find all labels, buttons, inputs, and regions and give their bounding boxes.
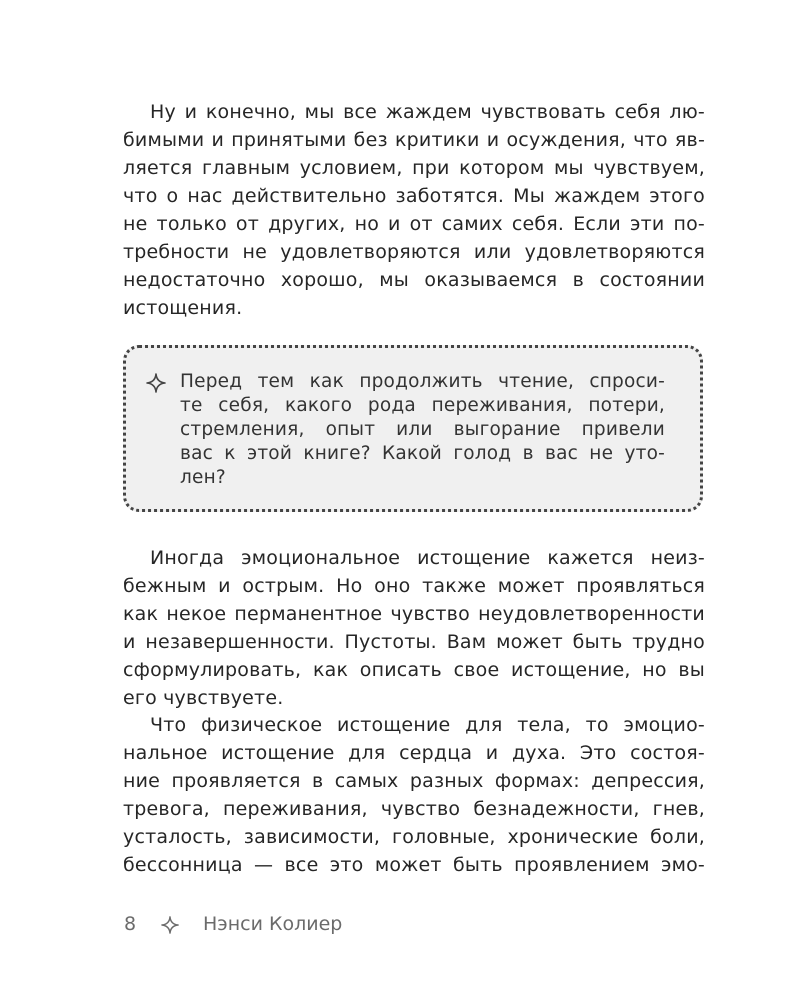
text-line: требности не удовлетворяются или удовлетворяются (123, 241, 705, 263)
text-line: ние проявляется в самых разных формах: депрессия, (123, 770, 705, 792)
text-line: что о нас действительно заботятся. Мы жаждем этого (123, 185, 705, 207)
text-line: тревога, переживания, чувство безнадежности, гнев, (123, 798, 705, 820)
callout-line: Перед тем как продолжить чтение, спроси- (180, 371, 665, 392)
page-number: 8 (124, 913, 137, 935)
callout-line: те себя, какого рода переживания, потери, (180, 395, 665, 416)
author-name: Нэнси Колиер (203, 913, 343, 935)
text-line: бимыми и принятыми без критики и осуждения, что яв- (123, 129, 705, 151)
text-line: бежным и острым. Но оно также может проявляться (123, 575, 705, 597)
text-line: недостаточно хорошо, мы оказываемся в состоянии (123, 269, 705, 291)
sparkle-icon (161, 916, 179, 934)
text-line: ляется главным условием, при котором мы чувствуем, (123, 157, 705, 179)
text-line: сформулировать, как описать свое истощение, но вы (123, 659, 705, 681)
text-line: как некое перманентное чувство неудовлетворенности (123, 603, 705, 625)
text-line: Иногда эмоциональное истощение кажется неиз- (150, 547, 705, 569)
callout-line: стремления, опыт или выгорание привели (180, 419, 665, 440)
sparkle-icon (146, 373, 166, 393)
callout-line: лен? (180, 467, 226, 488)
text-line: не только от других, но и от самих себя. Если эти по- (123, 213, 705, 235)
text-line: и незавершенности. Пустоты. Вам может быть трудно (123, 631, 705, 653)
text-line: Что физическое истощение для тела, то эмоцио- (150, 714, 705, 736)
text-line: нальное истощение для сердца и духа. Это состоя- (123, 742, 705, 764)
text-line: его чувствуете. (123, 687, 284, 709)
text-line: усталость, зависимости, головные, хронические боли, (123, 826, 705, 848)
text-line: истощения. (123, 297, 243, 319)
text-line: Ну и конечно, мы все жаждем чувствовать себя лю- (150, 101, 705, 123)
text-line: бессонница — все это может быть проявлением эмо- (123, 854, 705, 876)
callout-line: вас к этой книге? Какой голод в вас не уто- (180, 443, 665, 464)
